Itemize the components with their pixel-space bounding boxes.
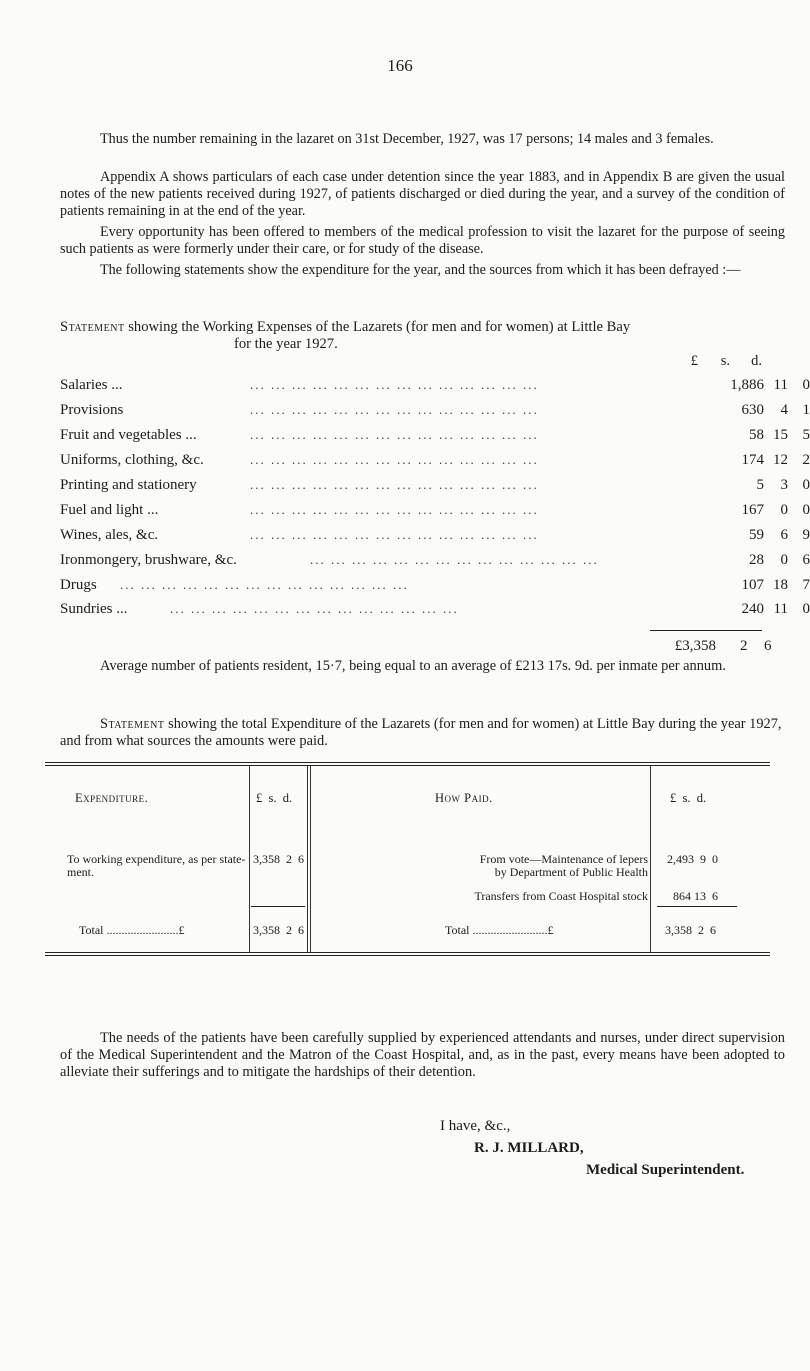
expense-shillings: 3 — [780, 477, 788, 493]
paid-transfer-amount: 864 13 6 — [673, 889, 718, 903]
page-number: 166 — [387, 56, 413, 75]
leader-dots: ... ... ... ... ... ... ... ... ... ... ... ... ... ... — [170, 601, 459, 616]
total-pence: 6 — [764, 638, 772, 654]
expense-shillings: 4 — [780, 402, 788, 418]
table-top-rule-inner — [45, 765, 770, 766]
table-bottom-rule — [45, 955, 770, 956]
paragraph-following: The following statements show the expenditure for the year, and the sources from which it has been defrayed :— — [100, 262, 741, 278]
total-left-amount: 3,358 2 6 — [253, 923, 304, 937]
expense-pence: 0 — [802, 477, 810, 493]
expense-shillings: 11 — [773, 601, 788, 617]
expense-pence: 2 — [802, 452, 810, 468]
expense-shillings: 0 — [780, 502, 788, 518]
total-rule — [650, 630, 762, 631]
expense-pence: 0 — [802, 601, 810, 617]
head-how-paid: How Paid. — [435, 791, 493, 805]
expense-pounds: 5 — [756, 477, 764, 493]
statement-lead: Statement — [60, 319, 125, 335]
col-head-pence: d. — [751, 353, 762, 369]
average-paragraph: Average number of patients resident, 15·7, being equal to an average of £213 17s. 9d. per inmate per annum. — [100, 658, 726, 674]
total-pounds: £3,358 — [674, 638, 716, 654]
leader-dots: ... ... ... ... ... ... ... ... ... ... ... ... ... ... — [250, 402, 539, 417]
leader-dots: ... ... ... ... ... ... ... ... ... ... ... ... ... ... — [120, 577, 409, 592]
expense-row — [60, 527, 810, 551]
expense-label: Printing and stationery — [60, 477, 197, 493]
head-lsd-2: £ s. d. — [670, 791, 707, 805]
exp-desc-line1: To working expenditure, as per state- — [67, 852, 246, 866]
statement-title-line1: showing the Working Expenses of the Lazarets (for men and for women) at Little Bay — [128, 319, 631, 335]
col-head-shillings: s. — [720, 353, 730, 369]
statement-title-line2: for the year 1927. — [234, 336, 338, 352]
expense-label: Salaries ... — [60, 377, 123, 393]
expense-row — [60, 402, 810, 426]
total-right-amount: 3,358 2 6 — [665, 923, 716, 937]
expense-label: Wines, ales, &c. — [60, 527, 159, 543]
paragraph-remaining: Thus the number remaining in the lazaret on 31st December, 1927, was 17 persons; 14 males and 3 females. — [100, 131, 714, 147]
expense-pence: 6 — [802, 552, 810, 568]
expense-row — [60, 577, 810, 601]
expenditure-table — [45, 762, 770, 958]
total-left-label: Total ........................£ — [79, 923, 185, 937]
leader-dots: ... ... ... ... ... ... ... ... ... ... ... ... ... ... — [250, 527, 539, 542]
expense-pence: 9 — [802, 527, 810, 543]
signature-name: R. J. MILLARD, — [474, 1140, 584, 1156]
table-col-divider — [307, 766, 308, 952]
expense-row — [60, 552, 810, 576]
expense-pounds: 240 — [741, 601, 764, 617]
expense-shillings: 18 — [773, 577, 788, 593]
expense-pounds: 167 — [741, 502, 764, 518]
signature-title: Medical Superintendent. — [586, 1162, 745, 1178]
paid-vote-amount: 2,493 9 0 — [667, 852, 718, 866]
signature-salutation: I have, &c., — [440, 1118, 511, 1134]
total-right-label: Total .........................£ — [445, 923, 554, 937]
expense-label: Fuel and light ... — [60, 502, 159, 518]
expense-label: Ironmongery, brushware, &c. — [60, 552, 237, 568]
paid-vote-line2: by Department of Public Health — [494, 865, 648, 879]
expense-label: Provisions — [60, 402, 124, 418]
expense-row — [60, 601, 810, 625]
expense-pounds: 174 — [741, 452, 764, 468]
statement2-lead: Statement — [100, 716, 165, 732]
statement-total-expenditure — [60, 716, 785, 750]
table-top-rule — [45, 762, 770, 763]
closing-paragraph: The needs of the patients have been carefully supplied by experienced attendants and nurses, under direct supervision of the Medical Superintendent and the Matron of the Coast Hospital, and, as in the past, every means have been adopted to alleviate their sufferings and to mitigate the hardships of their detention. — [60, 1030, 785, 1080]
statement2-text: showing the total Expenditure of the Lazarets (for men and for women) at Little Bay during the year 1927, and from what sources the amounts were paid. — [60, 716, 782, 749]
exp-amount: 3,358 2 6 — [253, 852, 304, 866]
expense-pence: 5 — [802, 427, 810, 443]
expense-label: Uniforms, clothing, &c. — [60, 452, 204, 468]
total-shillings: 2 — [740, 638, 748, 654]
expense-pounds: 28 — [749, 552, 764, 568]
expense-row — [60, 502, 810, 526]
leader-dots: ... ... ... ... ... ... ... ... ... ... ... ... ... ... — [310, 552, 599, 567]
expense-label: Sundries ... — [60, 601, 128, 617]
right-sum-rule — [657, 906, 737, 907]
paragraph-appendices: Appendix A shows particulars of each case under detention since the year 1883, and in Appendix B are given the usual notes of the new patients received during 1927, of patients discharged or died during the year, and a survey of the condition of patients remaining in at the end of the year. — [60, 169, 785, 219]
exp-desc-line2: ment. — [67, 865, 94, 879]
expense-pence: 7 — [802, 577, 810, 593]
leader-dots: ... ... ... ... ... ... ... ... ... ... ... ... ... ... — [250, 502, 539, 517]
paragraph-opportunity: Every opportunity has been offered to members of the medical profession to visit the lazaret for the purpose of seeing such patients as were formerly under their care, or for study of the disease. — [60, 224, 785, 257]
expense-pounds: 1,886 — [730, 377, 764, 393]
table-col-divider — [249, 766, 250, 952]
statement-working-expenses-title — [60, 319, 780, 353]
leader-dots: ... ... ... ... ... ... ... ... ... ... ... ... ... ... — [250, 452, 539, 467]
expense-row — [60, 377, 810, 401]
expense-pounds: 58 — [749, 427, 764, 443]
col-head-pounds: £ — [690, 353, 698, 369]
expense-pence: 0 — [802, 502, 810, 518]
head-expenditure: Expenditure. — [75, 791, 149, 805]
expense-row — [60, 477, 810, 501]
head-lsd: £ s. d. — [256, 791, 293, 805]
expense-pounds: 59 — [749, 527, 764, 543]
paid-vote-line1: From vote—Maintenance of lepers — [479, 852, 648, 866]
table-col-divider — [310, 766, 311, 952]
leader-dots: ... ... ... ... ... ... ... ... ... ... ... ... ... ... — [250, 377, 539, 392]
expense-pounds: 107 — [741, 577, 764, 593]
expense-row — [60, 427, 810, 451]
expense-pounds: 630 — [741, 402, 764, 418]
left-sum-rule — [251, 906, 305, 907]
expense-pence: 0 — [802, 377, 810, 393]
expense-shillings: 12 — [773, 452, 788, 468]
expense-shillings: 11 — [773, 377, 788, 393]
expense-row — [60, 452, 810, 476]
expense-pence: 1 — [802, 402, 810, 418]
expense-label: Drugs — [60, 577, 97, 593]
expense-shillings: 6 — [780, 527, 788, 543]
expense-shillings: 15 — [773, 427, 788, 443]
table-bottom-rule-inner — [45, 952, 770, 953]
expense-label: Fruit and vegetables ... — [60, 427, 197, 443]
paid-transfer: Transfers from Coast Hospital stock — [474, 889, 648, 903]
leader-dots: ... ... ... ... ... ... ... ... ... ... ... ... ... ... — [250, 427, 539, 442]
table-col-divider — [650, 766, 651, 952]
leader-dots: ... ... ... ... ... ... ... ... ... ... ... ... ... ... — [250, 477, 539, 492]
expense-shillings: 0 — [780, 552, 788, 568]
